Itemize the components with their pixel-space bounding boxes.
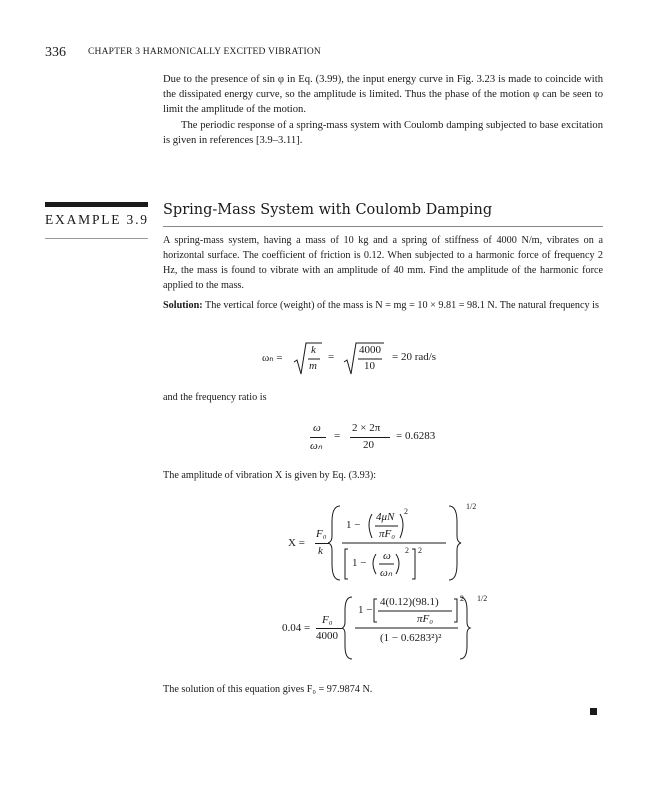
eq-4mun: 4μN — [376, 511, 395, 523]
title-rule — [163, 226, 603, 227]
eq-numeric-num: 4(0.12)(98.1) — [380, 596, 439, 608]
eq-w: ω — [383, 550, 391, 562]
eq-exp2-b: 2 — [405, 546, 409, 555]
solution-paragraph — [163, 298, 603, 313]
example-title: Spring-Mass System with Coulomb Damping — [163, 202, 493, 218]
eq-omega: ω — [313, 422, 321, 434]
eq-exp2-a: 2 — [404, 507, 408, 516]
eq-exp2-c: 2 — [418, 546, 422, 555]
example-bar — [45, 202, 148, 207]
eq-f0-2: F₀ — [322, 614, 333, 626]
eq-omega-n: ωₙ — [310, 440, 323, 452]
eq-20: 20 — [363, 439, 374, 451]
eq-one-minus-2: 1 − — [352, 557, 367, 569]
final-solution-text: The solution of this equation gives F₀ = 97.9874 N. — [163, 684, 373, 695]
eq-10: 10 — [364, 360, 375, 372]
eq-ratio-result: = 0.6283 — [396, 430, 436, 442]
eq-pif0: πF₀ — [379, 528, 396, 540]
eq-pif0-2: πF₀ — [417, 613, 434, 625]
equation-natural-frequency — [262, 340, 502, 380]
eq-one-minus: 1 − — [346, 519, 361, 531]
problem-statement: A spring-mass system, having a mass of 10 kg and a spring of stiffness of 4000 N/m, vibrates on a horizontal surface. The coefficient of friction is 0.12. When subjected to a harmonic force of frequency 2 Hz, the mass is found to vibrate with an amplitude of 40 mm. Find the amplitude of the harmonic force applied to the mass. — [163, 235, 603, 291]
equation-numeric — [282, 594, 492, 664]
eq-k: k — [311, 344, 316, 356]
eq-omega-result: = 20 rad/s — [392, 351, 437, 363]
amplitude-brackets — [328, 502, 463, 584]
eq-equals-1: = — [328, 351, 335, 363]
eq-x-lhs: X = — [288, 537, 305, 549]
eq-wn: ωₙ — [380, 567, 393, 579]
equation-frequency-ratio — [310, 422, 470, 458]
eq-numeric-den: (1 − 0.6283²)² — [380, 632, 442, 644]
equation-amplitude — [288, 502, 477, 587]
eq-one-minus-3: 1 − — [358, 604, 373, 616]
eq-f0: F₀ — [316, 528, 327, 540]
solution-text: The vertical force (weight) of the mass is N = mg = 10 × 9.81 = 98.1 N. The natural frequency is — [205, 300, 599, 311]
eq-exp2-d: 2 — [460, 594, 464, 603]
amplitude-text: The amplitude of vibration X is given by Eq. (3.93): — [163, 470, 377, 481]
page-number: 336 — [45, 45, 66, 60]
eq-m: m — [309, 360, 317, 372]
eq-exp-half-2: 1/2 — [477, 594, 488, 603]
example-rule — [45, 238, 148, 239]
eq-k-2: k — [318, 545, 323, 557]
eq-2x2pi: 2 × 2π — [352, 422, 381, 434]
eq-exp-half: 1/2 — [466, 502, 477, 511]
chapter-heading: CHAPTER 3 HARMONICALLY EXCITED VIBRATION — [88, 47, 321, 57]
example-label: EXAMPLE 3.9 — [45, 212, 149, 227]
eq-equals-2: = — [334, 430, 341, 442]
solution-label: Solution: — [163, 300, 203, 311]
eq-4000-b: 4000 — [316, 630, 338, 642]
eq-004-lhs: 0.04 = — [282, 622, 311, 634]
eq-omega-n-lhs: ωₙ = — [262, 352, 283, 364]
intro-paragraph-2: The periodic response of a spring-mass system with Coulomb damping subjected to base excitation is given in references [3.9–3.11]. — [163, 120, 603, 146]
frequency-ratio-text: and the frequency ratio is — [163, 392, 267, 403]
intro-paragraph-1: Due to the presence of sin φ in Eq. (3.99), the input energy curve in Fig. 3.23 is made to coincide with the dissipated energy curve, so the amplitude is limited. Thus the phase of the motion φ can be seen to limit the amplitude of the motion. — [163, 74, 603, 115]
end-of-example-mark — [590, 708, 597, 715]
eq-4000: 4000 — [359, 344, 381, 356]
